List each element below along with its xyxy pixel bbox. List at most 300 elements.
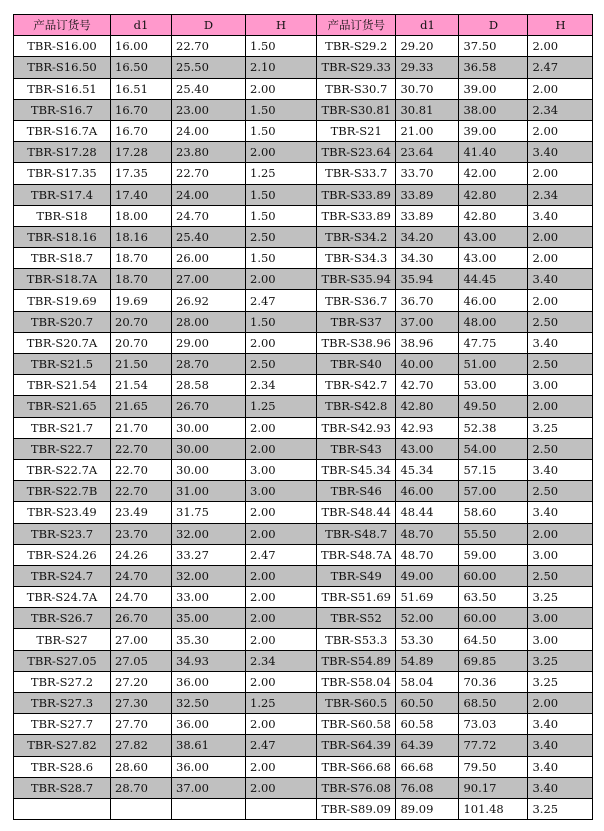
cell-D-2: 39.00 [459, 78, 528, 99]
cell-D: 28.70 [172, 354, 246, 375]
cell-part-number: TBR-S28.7 [14, 777, 111, 798]
cell-D: 26.92 [172, 290, 246, 311]
cell-H-2: 2.00 [528, 248, 593, 269]
cell-part-number: TBR-S17.28 [14, 142, 111, 163]
cell-D-2: 51.00 [459, 354, 528, 375]
cell-H: 1.50 [246, 311, 317, 332]
cell-H-2: 2.00 [528, 78, 593, 99]
cell-part-number: TBR-S27.2 [14, 671, 111, 692]
table-row [14, 565, 593, 586]
cell-H: 3.00 [246, 481, 317, 502]
cell-part-number: TBR-S22.7 [14, 438, 111, 459]
header-D-2: D [459, 15, 528, 36]
cell-H: 2.00 [246, 502, 317, 523]
table-row [14, 57, 593, 78]
cell-D-2: 57.00 [459, 481, 528, 502]
table-row [14, 438, 593, 459]
cell-D-2: 47.75 [459, 332, 528, 353]
cell-H-2: 3.25 [528, 587, 593, 608]
table-row [14, 78, 593, 99]
cell-d1-2: 38.96 [396, 332, 459, 353]
cell-D-2: 90.17 [459, 777, 528, 798]
cell-d1-2: 35.94 [396, 269, 459, 290]
cell-d1: 27.70 [111, 714, 172, 735]
table-row [14, 332, 593, 353]
cell-part-number-2: TBR-S42.8 [317, 396, 396, 417]
cell-D-2: 63.50 [459, 587, 528, 608]
cell-d1-2: 53.30 [396, 629, 459, 650]
cell-d1-2: 42.70 [396, 375, 459, 396]
cell-D-2: 68.50 [459, 693, 528, 714]
cell-H-2: 3.00 [528, 544, 593, 565]
cell-part-number-2: TBR-S43 [317, 438, 396, 459]
cell-d1-2: 46.00 [396, 481, 459, 502]
cell-H-2: 3.25 [528, 417, 593, 438]
cell-D-2: 38.00 [459, 99, 528, 120]
cell-H: 2.00 [246, 587, 317, 608]
cell-D: 23.80 [172, 142, 246, 163]
cell-H: 2.00 [246, 332, 317, 353]
cell-d1-2: 51.69 [396, 587, 459, 608]
cell-D-2: 48.00 [459, 311, 528, 332]
cell-part-number-2: TBR-S89.09 [317, 798, 396, 819]
cell-H-2: 2.00 [528, 120, 593, 141]
cell-part-number-2: TBR-S21 [317, 120, 396, 141]
cell-part-number-2: TBR-S34.3 [317, 248, 396, 269]
cell-part-number: TBR-S21.65 [14, 396, 111, 417]
header-row [14, 15, 593, 36]
cell-D-2: 36.58 [459, 57, 528, 78]
cell-d1: 19.69 [111, 290, 172, 311]
cell-d1-2: 52.00 [396, 608, 459, 629]
cell-D-2: 69.85 [459, 650, 528, 671]
cell-H: 2.00 [246, 756, 317, 777]
cell-H-2: 3.40 [528, 502, 593, 523]
cell-part-number: TBR-S17.35 [14, 163, 111, 184]
cell-part-number: TBR-S24.7A [14, 587, 111, 608]
cell-part-number-2: TBR-S33.7 [317, 163, 396, 184]
cell-D: 22.70 [172, 163, 246, 184]
cell-part-number-2: TBR-S33.89 [317, 205, 396, 226]
cell-D-2: 57.15 [459, 459, 528, 480]
cell-d1-2: 45.34 [396, 459, 459, 480]
cell-D-2: 52.38 [459, 417, 528, 438]
cell-H-2: 2.00 [528, 693, 593, 714]
cell-d1-2: 54.89 [396, 650, 459, 671]
cell-d1: 27.82 [111, 735, 172, 756]
cell-H: 2.00 [246, 565, 317, 586]
cell-D-2: 60.00 [459, 608, 528, 629]
cell-d1-2: 60.58 [396, 714, 459, 735]
cell-d1 [111, 798, 172, 819]
table-row [14, 650, 593, 671]
cell-part-number-2: TBR-S48.44 [317, 502, 396, 523]
cell-d1: 27.20 [111, 671, 172, 692]
cell-D: 37.00 [172, 777, 246, 798]
cell-H-2: 2.00 [528, 396, 593, 417]
cell-H [246, 798, 317, 819]
cell-d1: 16.70 [111, 120, 172, 141]
table-row [14, 481, 593, 502]
cell-D-2: 49.50 [459, 396, 528, 417]
cell-part-number: TBR-S19.69 [14, 290, 111, 311]
cell-part-number-2: TBR-S33.89 [317, 184, 396, 205]
cell-d1: 21.65 [111, 396, 172, 417]
cell-D-2: 44.45 [459, 269, 528, 290]
cell-part-number-2: TBR-S66.68 [317, 756, 396, 777]
cell-H: 1.50 [246, 36, 317, 57]
cell-d1: 26.70 [111, 608, 172, 629]
cell-H-2: 3.25 [528, 671, 593, 692]
cell-d1-2: 89.09 [396, 798, 459, 819]
header-part-number-2: 产品订货号 [317, 15, 396, 36]
table-row [14, 756, 593, 777]
cell-D: 32.00 [172, 565, 246, 586]
cell-part-number: TBR-S21.54 [14, 375, 111, 396]
cell-d1: 17.40 [111, 184, 172, 205]
cell-H-2: 2.34 [528, 99, 593, 120]
cell-H-2: 2.00 [528, 36, 593, 57]
table-body [14, 36, 593, 820]
cell-H: 2.47 [246, 735, 317, 756]
cell-H-2: 2.34 [528, 184, 593, 205]
table-row [14, 587, 593, 608]
cell-D-2: 77.72 [459, 735, 528, 756]
cell-d1: 22.70 [111, 438, 172, 459]
cell-part-number-2: TBR-S60.5 [317, 693, 396, 714]
cell-part-number: TBR-S26.7 [14, 608, 111, 629]
cell-D: 34.93 [172, 650, 246, 671]
cell-D: 24.00 [172, 184, 246, 205]
cell-part-number: TBR-S21.5 [14, 354, 111, 375]
cell-part-number-2: TBR-S42.7 [317, 375, 396, 396]
cell-part-number: TBR-S27.3 [14, 693, 111, 714]
table-row [14, 36, 593, 57]
cell-part-number: TBR-S24.26 [14, 544, 111, 565]
cell-part-number: TBR-S18.7A [14, 269, 111, 290]
cell-H: 2.00 [246, 417, 317, 438]
cell-D: 24.70 [172, 205, 246, 226]
cell-d1-2: 60.50 [396, 693, 459, 714]
cell-d1: 16.51 [111, 78, 172, 99]
cell-D-2: 41.40 [459, 142, 528, 163]
cell-H-2: 2.50 [528, 438, 593, 459]
cell-part-number: TBR-S23.49 [14, 502, 111, 523]
cell-part-number-2: TBR-S30.7 [317, 78, 396, 99]
cell-d1-2: 30.70 [396, 78, 459, 99]
cell-D-2: 58.60 [459, 502, 528, 523]
cell-d1: 27.30 [111, 693, 172, 714]
cell-d1-2: 37.00 [396, 311, 459, 332]
cell-D: 32.00 [172, 523, 246, 544]
cell-d1: 16.50 [111, 57, 172, 78]
cell-part-number: TBR-S22.7B [14, 481, 111, 502]
table-row [14, 396, 593, 417]
cell-H-2: 3.00 [528, 629, 593, 650]
cell-d1: 18.70 [111, 248, 172, 269]
cell-part-number: TBR-S20.7A [14, 332, 111, 353]
cell-D-2: 53.00 [459, 375, 528, 396]
cell-d1: 18.70 [111, 269, 172, 290]
cell-H-2: 3.40 [528, 756, 593, 777]
cell-D-2: 42.00 [459, 163, 528, 184]
cell-D-2: 55.50 [459, 523, 528, 544]
cell-d1: 24.26 [111, 544, 172, 565]
cell-H: 2.50 [246, 354, 317, 375]
cell-part-number: TBR-S20.7 [14, 311, 111, 332]
cell-d1-2: 42.80 [396, 396, 459, 417]
table-row [14, 354, 593, 375]
cell-d1-2: 36.70 [396, 290, 459, 311]
table-row [14, 671, 593, 692]
table-row [14, 142, 593, 163]
cell-part-number: TBR-S16.7A [14, 120, 111, 141]
cell-part-number-2: TBR-S54.89 [317, 650, 396, 671]
table-row [14, 629, 593, 650]
cell-part-number: TBR-S16.7 [14, 99, 111, 120]
cell-D: 30.00 [172, 459, 246, 480]
cell-part-number-2: TBR-S40 [317, 354, 396, 375]
cell-H: 1.25 [246, 163, 317, 184]
table-row [14, 99, 593, 120]
cell-d1: 20.70 [111, 311, 172, 332]
cell-d1-2: 48.44 [396, 502, 459, 523]
cell-H-2: 2.50 [528, 354, 593, 375]
table-row [14, 120, 593, 141]
cell-d1-2: 58.04 [396, 671, 459, 692]
table-row [14, 163, 593, 184]
table-row [14, 417, 593, 438]
table-row [14, 205, 593, 226]
cell-d1-2: 33.89 [396, 205, 459, 226]
cell-H: 2.00 [246, 714, 317, 735]
cell-d1: 23.70 [111, 523, 172, 544]
cell-part-number-2: TBR-S52 [317, 608, 396, 629]
cell-D-2: 60.00 [459, 565, 528, 586]
cell-D: 33.00 [172, 587, 246, 608]
cell-part-number: TBR-S18.16 [14, 226, 111, 247]
cell-D-2: 43.00 [459, 226, 528, 247]
cell-d1-2: 33.70 [396, 163, 459, 184]
cell-D-2: 46.00 [459, 290, 528, 311]
cell-part-number-2: TBR-S42.93 [317, 417, 396, 438]
header-H: H [246, 15, 317, 36]
cell-part-number: TBR-S18 [14, 205, 111, 226]
cell-D: 30.00 [172, 417, 246, 438]
cell-H-2: 2.50 [528, 311, 593, 332]
header-d1-2: d1 [396, 15, 459, 36]
cell-D: 25.40 [172, 78, 246, 99]
cell-part-number: TBR-S16.51 [14, 78, 111, 99]
cell-d1: 24.70 [111, 587, 172, 608]
cell-part-number-2: TBR-S37 [317, 311, 396, 332]
table-row [14, 544, 593, 565]
cell-H-2: 3.00 [528, 375, 593, 396]
cell-d1: 27.05 [111, 650, 172, 671]
cell-H-2: 2.47 [528, 57, 593, 78]
cell-D: 24.00 [172, 120, 246, 141]
cell-d1: 21.70 [111, 417, 172, 438]
cell-part-number: TBR-S27.7 [14, 714, 111, 735]
table-row [14, 693, 593, 714]
cell-D: 36.00 [172, 714, 246, 735]
cell-d1-2: 43.00 [396, 438, 459, 459]
cell-part-number-2: TBR-S53.3 [317, 629, 396, 650]
cell-H: 2.34 [246, 650, 317, 671]
cell-H: 2.00 [246, 671, 317, 692]
cell-part-number-2: TBR-S64.39 [317, 735, 396, 756]
cell-D-2: 73.03 [459, 714, 528, 735]
cell-d1-2: 29.20 [396, 36, 459, 57]
cell-D [172, 798, 246, 819]
cell-H-2: 2.00 [528, 290, 593, 311]
cell-H-2: 2.00 [528, 523, 593, 544]
cell-H: 2.00 [246, 438, 317, 459]
cell-D: 31.75 [172, 502, 246, 523]
cell-H: 2.34 [246, 375, 317, 396]
cell-D: 36.00 [172, 671, 246, 692]
cell-D: 23.00 [172, 99, 246, 120]
cell-part-number: TBR-S16.50 [14, 57, 111, 78]
cell-d1-2: 76.08 [396, 777, 459, 798]
table-row [14, 459, 593, 480]
header-H-2: H [528, 15, 593, 36]
cell-d1-2: 49.00 [396, 565, 459, 586]
cell-D: 27.00 [172, 269, 246, 290]
cell-D: 25.40 [172, 226, 246, 247]
table-row [14, 226, 593, 247]
cell-d1: 20.70 [111, 332, 172, 353]
cell-d1: 16.70 [111, 99, 172, 120]
cell-part-number: TBR-S22.7A [14, 459, 111, 480]
cell-part-number-2: TBR-S49 [317, 565, 396, 586]
cell-H-2: 3.40 [528, 332, 593, 353]
cell-part-number-2: TBR-S76.08 [317, 777, 396, 798]
table-row [14, 184, 593, 205]
cell-d1-2: 33.89 [396, 184, 459, 205]
cell-H: 2.00 [246, 142, 317, 163]
cell-part-number-2: TBR-S23.64 [317, 142, 396, 163]
cell-part-number: TBR-S27 [14, 629, 111, 650]
cell-part-number-2: TBR-S29.2 [317, 36, 396, 57]
cell-d1: 21.54 [111, 375, 172, 396]
cell-H: 2.47 [246, 544, 317, 565]
cell-d1: 21.50 [111, 354, 172, 375]
cell-d1: 28.70 [111, 777, 172, 798]
cell-part-number: TBR-S28.6 [14, 756, 111, 777]
cell-part-number-2: TBR-S38.96 [317, 332, 396, 353]
cell-d1: 22.70 [111, 481, 172, 502]
cell-part-number: TBR-S27.05 [14, 650, 111, 671]
cell-H: 2.10 [246, 57, 317, 78]
cell-part-number [14, 798, 111, 819]
cell-D: 28.58 [172, 375, 246, 396]
cell-d1-2: 64.39 [396, 735, 459, 756]
cell-H-2: 2.00 [528, 163, 593, 184]
cell-D: 29.00 [172, 332, 246, 353]
cell-part-number-2: TBR-S48.7 [317, 523, 396, 544]
cell-H: 1.50 [246, 184, 317, 205]
cell-part-number-2: TBR-S34.2 [317, 226, 396, 247]
cell-d1: 28.60 [111, 756, 172, 777]
cell-D: 35.00 [172, 608, 246, 629]
cell-d1-2: 48.70 [396, 523, 459, 544]
header-part-number: 产品订货号 [14, 15, 111, 36]
cell-H-2: 3.40 [528, 459, 593, 480]
cell-part-number-2: TBR-S60.58 [317, 714, 396, 735]
cell-D: 33.27 [172, 544, 246, 565]
cell-part-number-2: TBR-S51.69 [317, 587, 396, 608]
table-row [14, 798, 593, 819]
cell-H: 2.50 [246, 226, 317, 247]
table-row [14, 777, 593, 798]
cell-D-2: 79.50 [459, 756, 528, 777]
cell-D-2: 37.50 [459, 36, 528, 57]
cell-D: 32.50 [172, 693, 246, 714]
cell-D-2: 64.50 [459, 629, 528, 650]
cell-H-2: 3.00 [528, 608, 593, 629]
cell-d1: 17.28 [111, 142, 172, 163]
cell-part-number-2: TBR-S46 [317, 481, 396, 502]
cell-d1: 23.49 [111, 502, 172, 523]
cell-D-2: 59.00 [459, 544, 528, 565]
header-d1: d1 [111, 15, 172, 36]
table-row [14, 375, 593, 396]
cell-part-number: TBR-S21.7 [14, 417, 111, 438]
cell-part-number-2: TBR-S36.7 [317, 290, 396, 311]
cell-part-number-2: TBR-S58.04 [317, 671, 396, 692]
cell-D: 26.70 [172, 396, 246, 417]
cell-H-2: 3.40 [528, 205, 593, 226]
cell-H-2: 2.50 [528, 565, 593, 586]
cell-H: 2.00 [246, 608, 317, 629]
cell-part-number: TBR-S17.4 [14, 184, 111, 205]
cell-D: 31.00 [172, 481, 246, 502]
table-row [14, 290, 593, 311]
cell-D: 22.70 [172, 36, 246, 57]
cell-D-2: 42.80 [459, 184, 528, 205]
cell-D-2: 42.80 [459, 205, 528, 226]
cell-D-2: 101.48 [459, 798, 528, 819]
table-row [14, 608, 593, 629]
cell-H-2: 3.40 [528, 142, 593, 163]
cell-H: 2.00 [246, 523, 317, 544]
cell-D-2: 70.36 [459, 671, 528, 692]
cell-d1: 17.35 [111, 163, 172, 184]
cell-H-2: 3.40 [528, 735, 593, 756]
cell-D: 36.00 [172, 756, 246, 777]
cell-d1-2: 23.64 [396, 142, 459, 163]
cell-d1: 18.00 [111, 205, 172, 226]
cell-d1: 24.70 [111, 565, 172, 586]
cell-part-number: TBR-S27.82 [14, 735, 111, 756]
cell-H: 1.50 [246, 120, 317, 141]
cell-D: 38.61 [172, 735, 246, 756]
cell-H-2: 3.25 [528, 798, 593, 819]
cell-d1-2: 48.70 [396, 544, 459, 565]
cell-part-number: TBR-S23.7 [14, 523, 111, 544]
cell-H: 1.25 [246, 396, 317, 417]
table-row [14, 269, 593, 290]
cell-D-2: 43.00 [459, 248, 528, 269]
cell-d1-2: 29.33 [396, 57, 459, 78]
table-row [14, 248, 593, 269]
table-row [14, 523, 593, 544]
cell-D-2: 39.00 [459, 120, 528, 141]
cell-d1-2: 21.00 [396, 120, 459, 141]
cell-part-number-2: TBR-S29.33 [317, 57, 396, 78]
cell-D-2: 54.00 [459, 438, 528, 459]
